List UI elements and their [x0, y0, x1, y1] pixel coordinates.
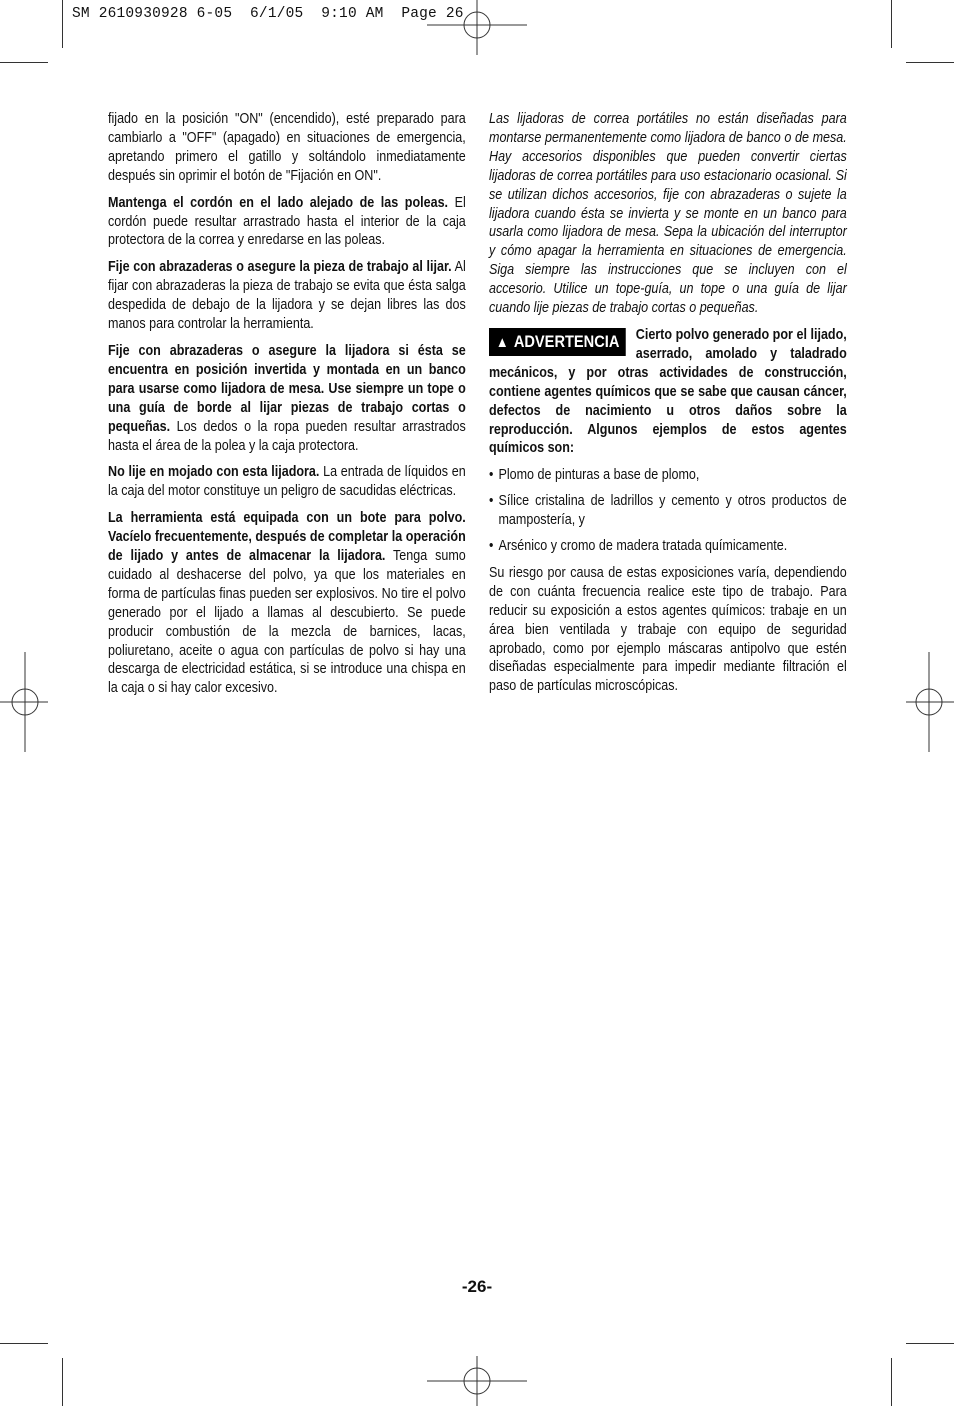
- paragraph: fijado en la posición "ON" (encendido), esté preparado para cambiarlo a "OFF" (apagado) en situaciones de emergencia, apretando primero el gatillo y soltándolo inmediatamente después sin oprimir el botón de "Fijación en ON".: [108, 111, 466, 184]
- warning-label: ADVERTENCIA: [513, 331, 620, 351]
- warning-paragraph: [489, 326, 847, 458]
- registration-mark: [0, 652, 48, 752]
- crop-mark: [891, 1358, 892, 1406]
- crop-mark: [62, 1358, 63, 1406]
- crop-mark: [906, 62, 954, 63]
- paragraph: No lije en mojado con esta lijadora. La entrada de líquidos en la caja del motor constituye un peligro de sacudidas eléctricas.: [108, 464, 466, 500]
- page-number: -26-: [461, 1277, 493, 1296]
- crop-mark: [62, 0, 63, 48]
- list-item: • Sílice cristalina de ladrillos y cemento y otros productos de mampostería, y: [489, 492, 847, 530]
- crop-mark: [0, 62, 48, 63]
- paragraph: Fije con abrazaderas o asegure la lijadora si ésta se encuentra en posición invertida y montada en un banco para usarse como lijadora de mesa. Use siempre un tope o una guía de borde al lijar piezas de trabajo cortas o pequeñas. Los dedos o la ropa pueden resultar arrastrados hasta el área de la polea y la caja protectora.: [108, 342, 466, 454]
- crop-mark: [0, 1343, 48, 1344]
- registration-mark: [906, 652, 954, 752]
- list-item: • Arsénico y cromo de madera tratada químicamente.: [489, 537, 847, 556]
- paragraph: Mantenga el cordón en el lado alejado de las poleas. El cordón puede resultar arrastrado hasta el interior de la caja protectora de la correa y enredarse en las poleas.: [108, 194, 466, 249]
- crop-mark: [906, 1343, 954, 1344]
- paragraph: La herramienta está equipada con un bote para polvo. Vacíelo frecuentemente, después de completar la operación de lijado y antes de almacenar la lijadora. Tenga sumo cuidado al deshacerse del polvo, ya que los materiales en forma de partículas finas pueden ser explosivos. No tire el polvo generado por el lijado a llamas al descubierto. Se puede producir combustión de la mezcla de barnices, lacas, poliuretano, aceite o agua con partículas de polvo si hay una descarga de electricidad estática, si se introduce una chispa en la caja o si hay calor excesivo.: [108, 510, 466, 697]
- right-column: [489, 110, 847, 704]
- warning-badge: [489, 328, 625, 356]
- list-item: • Plomo de pinturas a base de plomo,: [489, 466, 847, 485]
- closing-paragraph: Su riesgo por causa de estas exposiciones varía, dependiendo de con cuánta frecuencia realice este tipo de trabajo. Para reducir su exposición a estos agentes químicos: trabaje en un área bien ventilada y trabaje con equipo de seguridad aprobado, como por ejemplo máscaras antipolvo que estén diseñadas especialmente para impedir mediante filtración el paso de partículas microscópicas.: [489, 564, 847, 695]
- left-column: [108, 110, 466, 706]
- paragraph: Fije con abrazaderas o asegure la pieza de trabajo al lijar. Al fijar con abrazaderas la pieza de trabajo se evita que ésta salga despedida de debajo de la lijadora y se dejan libres las dos manos para controlar la herramienta.: [108, 259, 466, 333]
- registration-mark: [427, 1356, 527, 1406]
- bullet-list: [489, 466, 847, 556]
- registration-mark: [427, 0, 527, 55]
- warning-triangle-icon: ▲: [495, 333, 509, 351]
- print-slug: SM 2610930928 6-05 6/1/05 9:10 AM Page 26: [72, 6, 464, 22]
- italic-paragraph: Las lijadoras de correa portátiles no están diseñadas para montarse permanentemente como lijadora de banco o de mesa. Hay accesorios disponibles que pueden convertir ciertas lijadoras de correa portátiles para uso estacionario ocasional. Si se utilizan dichos accesorios, fije con abrazaderas o sujete la lijadora cuando ésta se invierta y se monte en un banco para usarla como lijadora de mesa. Sepa la ubicación del interruptor y cómo apagar la herramienta en situaciones de emergencia. Siga siempre las instrucciones que se incluyen con el accesorio. Utilice un tope-guía, un tope o una guía de lijar cuando lije piezas de trabajo cortas o pequeñas.: [489, 111, 847, 317]
- warning-text: Cierto polvo generado por el lijado, aserrado, amolado y taladrado mecánicos, y por otras actividades de construcción, contiene agentes químicos que se sabe que causan cáncer, defectos de nacimiento u otros daños sobre la reproducción. Algunos ejemplos de estos agentes químicos son:: [489, 326, 847, 457]
- crop-mark: [891, 0, 892, 48]
